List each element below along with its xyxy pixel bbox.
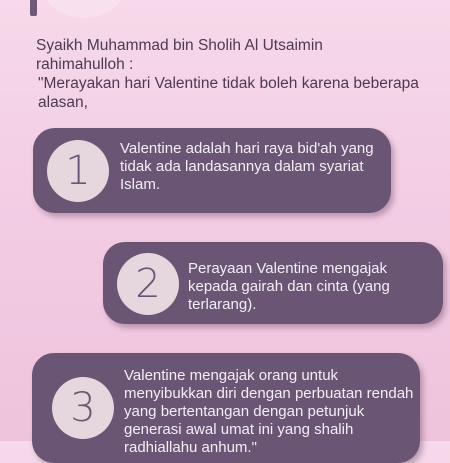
reason-card-1 xyxy=(33,128,391,213)
decorative-arc xyxy=(44,0,124,18)
reason-number-badge: 1 xyxy=(47,140,109,202)
intro-text xyxy=(36,36,426,112)
reason-card-3 xyxy=(32,353,420,463)
reason-text: Perayaan Valentine mengajak kepada gairah dan cinta (yang terlarang). xyxy=(188,260,390,313)
reason-text: Valentine adalah hari raya bid'ah yang tidak ada landasannya dalam syariat Islam. xyxy=(120,140,374,193)
intro-honorific: rahimahulloh : xyxy=(36,56,134,73)
intro-quote: "Merayakan hari Valentine tidak boleh karena beberapa alasan, xyxy=(38,75,419,111)
intro-author: Syaikh Muhammad bin Sholih Al Utsaimin xyxy=(36,37,323,54)
reason-number-badge: 3 xyxy=(52,377,114,439)
reason-card-2 xyxy=(103,242,443,324)
reason-text: Valentine mengajak orang untuk menyibukkan diri dengan perbuatan rendah yang bertentangan dengan petunjuk generasi awal umat ini yang shalih radhiallahu anhum." xyxy=(124,367,414,456)
reason-number-badge: 2 xyxy=(117,253,179,315)
decorative-bar xyxy=(30,0,37,16)
